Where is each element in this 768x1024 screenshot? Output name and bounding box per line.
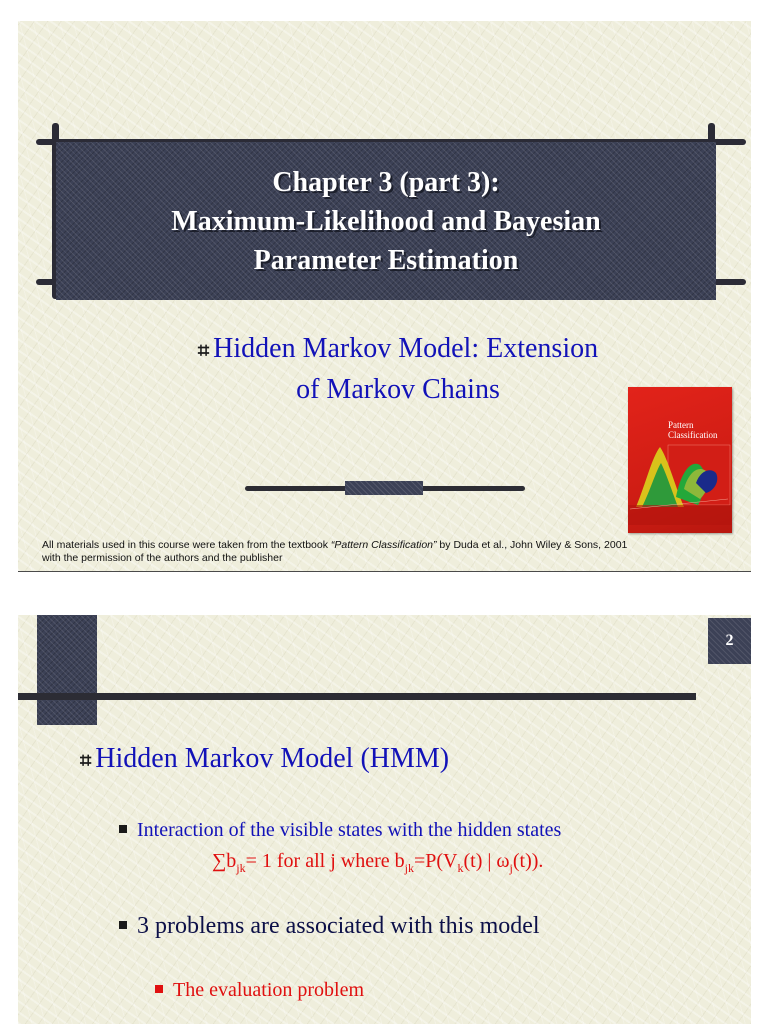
formula xyxy=(212,848,543,881)
formula-sub: j xyxy=(509,861,513,875)
footer-book-title: “Pattern Classification” xyxy=(330,539,437,551)
title-line-1: Chapter 3 (part 3): xyxy=(272,166,500,198)
page-number: 2 xyxy=(708,618,751,664)
slide-separator xyxy=(18,571,751,572)
bullet-text-1: Interaction of the visible states with the hidden states xyxy=(137,819,562,841)
bullet-text-3: The evaluation problem xyxy=(173,979,365,1001)
footer-credit xyxy=(42,539,742,565)
formula-sub: jk xyxy=(236,861,246,875)
title-banner xyxy=(56,142,716,300)
square-bullet-icon xyxy=(119,825,127,833)
slide-title xyxy=(171,163,600,280)
formula-part: =P(V xyxy=(413,850,458,872)
slide-1 xyxy=(18,21,751,571)
heading-text: Hidden Markov Model (HMM) xyxy=(95,743,450,774)
book-cover-art xyxy=(628,387,732,533)
formula-mid: = 1 for all j where b xyxy=(245,850,405,872)
hash-bullet-icon: ⌗ xyxy=(80,748,92,772)
list-item xyxy=(155,977,364,1003)
corner-block xyxy=(37,615,97,725)
formula-sum: ∑b xyxy=(212,850,237,872)
formula-part: (t)). xyxy=(512,850,544,872)
hash-bullet-icon: ⌗ xyxy=(197,338,210,362)
footer-text-before: All materials used in this course were taken from the textbook xyxy=(42,539,331,551)
list-item xyxy=(119,817,561,843)
title-line-3: Parameter Estimation xyxy=(253,244,519,276)
formula-sub: jk xyxy=(404,861,414,875)
list-item xyxy=(119,911,540,941)
divider-block xyxy=(345,481,423,495)
header-rule xyxy=(18,693,696,700)
book-title xyxy=(668,420,730,440)
book-title-line-1: Pattern xyxy=(668,420,694,430)
square-bullet-icon xyxy=(155,985,163,993)
footer-text-after: by Duda et al., John Wiley & Sons, 2001 xyxy=(436,539,628,551)
subtitle-line-2: of Markov Chains xyxy=(296,374,500,405)
slide-heading xyxy=(80,742,449,777)
formula-part: (t) | ω xyxy=(463,850,510,872)
formula-sub: k xyxy=(457,861,464,875)
slide-subtitle xyxy=(118,329,678,409)
title-line-2: Maximum-Likelihood and Bayesian xyxy=(171,205,601,237)
book-title-line-2: Classification xyxy=(668,430,718,440)
slide-2 xyxy=(18,615,751,1024)
book-cover-image xyxy=(628,387,732,533)
footer-line-2: with the permission of the authors and the publisher xyxy=(42,552,283,564)
subtitle-line-1: Hidden Markov Model: Extension xyxy=(213,333,599,364)
bullet-text-2: 3 problems are associated with this model xyxy=(137,913,540,939)
square-bullet-icon xyxy=(119,921,127,929)
